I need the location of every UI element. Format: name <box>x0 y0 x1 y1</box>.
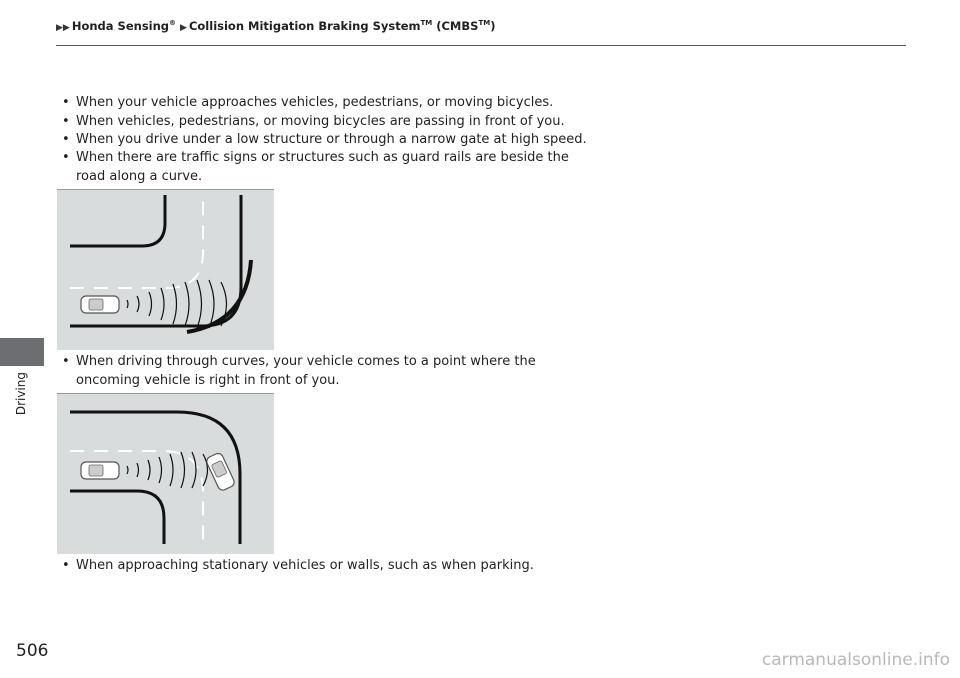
guard-rail-curve-diagram <box>57 190 274 350</box>
radar-wave-icon <box>127 452 208 488</box>
arrow-icon: ▶ <box>180 23 187 33</box>
breadcrumb-close-paren: ) <box>490 19 496 33</box>
bullet-item: • When your vehicle approaches vehicles, pedestrians, or moving bicycles. <box>60 93 590 112</box>
oncoming-vehicle-illustration <box>57 393 274 554</box>
section-tab <box>0 338 44 366</box>
car-icon <box>81 296 119 313</box>
oncoming-car-icon <box>205 452 236 492</box>
page-number: 506 <box>16 641 49 661</box>
breadcrumb <box>56 19 495 33</box>
trademark-mark: TM <box>420 19 433 28</box>
watermark: carmanualsonline.info <box>761 650 950 670</box>
oncoming-vehicle-diagram <box>57 394 274 554</box>
header-divider <box>56 45 906 46</box>
bullet-item: • When driving through curves, your vehicle comes to a point where the oncoming vehicle is right in front of you. <box>60 352 590 390</box>
bullet-item: • When you drive under a low structure or through a narrow gate at high speed. <box>60 130 590 149</box>
section-label: Driving <box>14 372 28 416</box>
car-icon <box>81 462 119 479</box>
registered-mark: ® <box>169 19 177 28</box>
breadcrumb-item-honda-sensing: Honda Sensing <box>71 19 170 33</box>
bullet-item: • When vehicles, pedestrians, or moving bicycles are passing in front of you. <box>60 112 590 131</box>
bullet-item: • When there are traffic signs or structures such as guard rails are beside the road along a curve. <box>60 148 590 186</box>
breadcrumb-item-cmbs-abbrev: (CMBS <box>432 19 479 33</box>
trademark-mark: TM <box>478 19 491 28</box>
bullet-item: • When approaching stationary vehicles or walls, such as when parking. <box>60 556 590 575</box>
guard-rail-curve-illustration <box>57 189 274 350</box>
breadcrumb-item-cmbs: Collision Mitigation Braking System <box>188 19 421 33</box>
arrow-icon: ▶▶ <box>56 23 70 33</box>
